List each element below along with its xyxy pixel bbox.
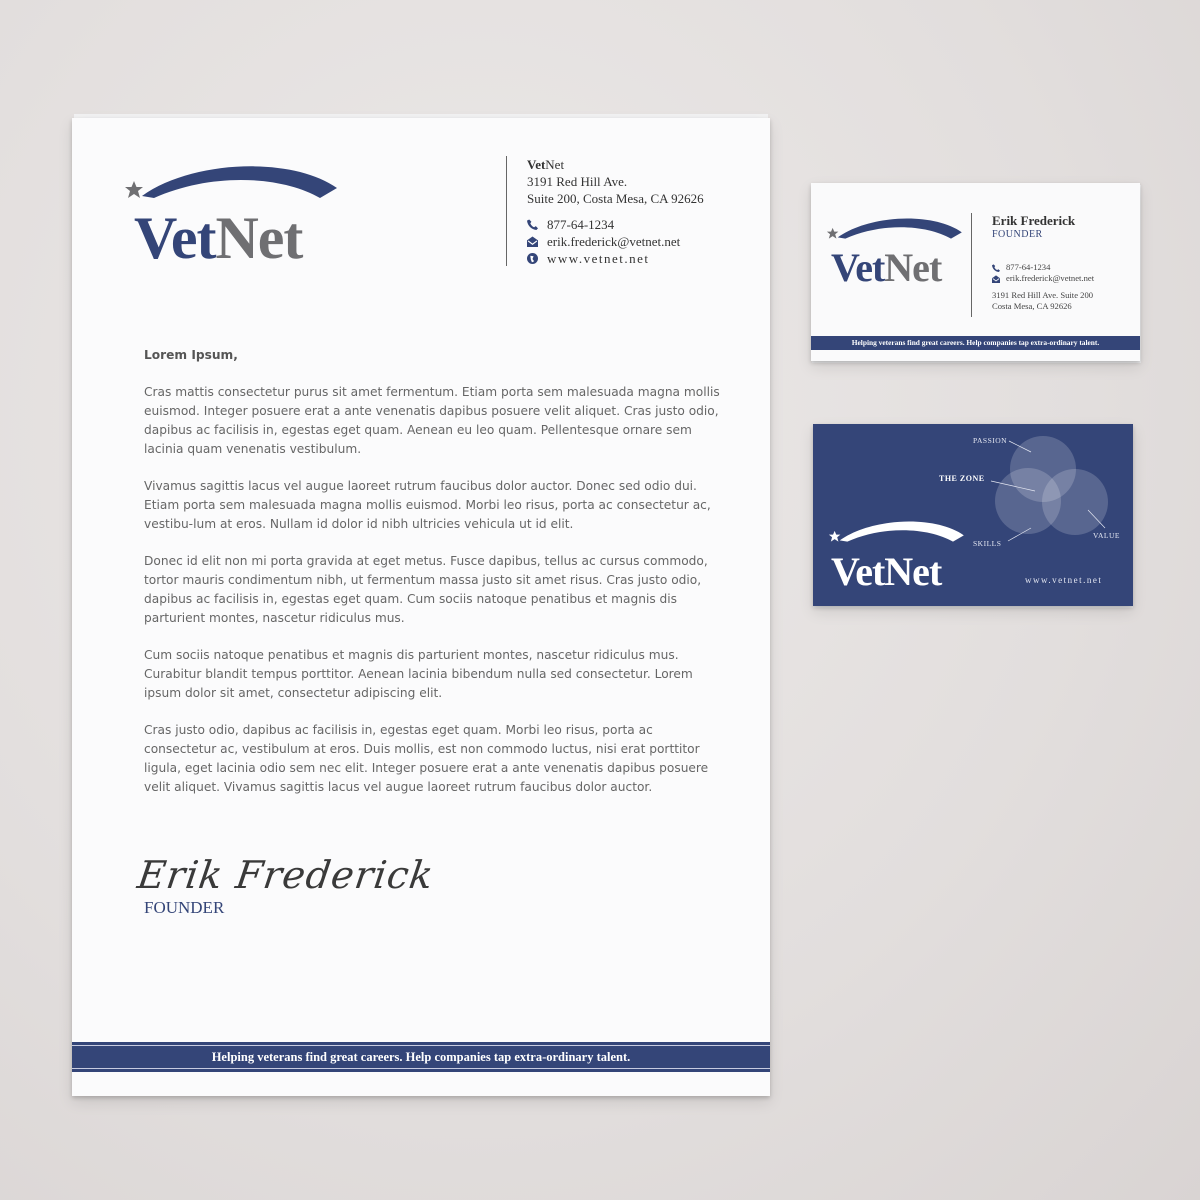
address-line-2: Suite 200, Costa Mesa, CA 92626 (527, 191, 704, 206)
mail-icon (992, 275, 1000, 283)
card-front-info (971, 213, 1094, 317)
letter-paragraph: Cum sociis natoque penatibus et magnis dis parturient montes, nascetur ridiculus mus. Curabitur blandit tempus porttitor. Aenean lacinia bibendum nulla sed consectetur. Lorem ipsum dolor sit amet, consectetur adipiscing elit. (144, 648, 693, 700)
card-name: Erik Frederick (992, 213, 1076, 228)
globe-icon (527, 253, 538, 264)
phone-icon (992, 264, 1000, 272)
venn-label-zone: THE ZONE (939, 474, 985, 483)
letterhead-footer-band (72, 1042, 770, 1072)
star-icon (829, 531, 840, 542)
letter-body (144, 346, 724, 815)
email-address[interactable]: erik.frederick@vetnet.net (547, 234, 681, 249)
logo-wordmark: VetNet (134, 205, 303, 271)
letter-paragraph: Donec id elit non mi porta gravida at eget metus. Fusce dapibus, tellus ac cursus commodo, tortor mauris condimentum nibh, ut fermentum massa justo sit amet risus. Cras justo odio, dapibus ac facilisis in, egestas eget quam. Cum sociis natoque penatibus et magnis dis parturient montes, nascetur ridiculus mus. (144, 554, 708, 625)
card-front-tagline: Helping veterans find great careers. Help companies tap extra-ordinary talent. (851, 338, 1100, 347)
website-row (527, 250, 704, 267)
signature-role: FOUNDER (144, 898, 225, 917)
star-icon (827, 228, 838, 239)
signature: Erik Frederick (134, 853, 437, 897)
star-icon (125, 181, 143, 198)
letterhead-sheet (72, 118, 770, 1096)
card-back-logo (827, 516, 967, 596)
letter-greeting: Lorem Ipsum, (144, 348, 238, 362)
footer-rule-top (72, 1045, 770, 1046)
card-address-1: 3191 Red Hill Ave. Suite 200 (992, 290, 1094, 300)
phone-number: 877-64-1234 (547, 217, 615, 232)
business-card-front (811, 183, 1140, 361)
letterhead-logo (122, 158, 342, 271)
address-line-1: 3191 Red Hill Ave. (527, 174, 628, 189)
card-role: FOUNDER (992, 229, 1043, 240)
business-card-back (813, 424, 1133, 606)
footer-rule-bottom (72, 1068, 770, 1069)
card-front-tagline-band (811, 336, 1140, 350)
venn-label-passion: PASSION (973, 436, 1008, 445)
card-email[interactable]: erik.frederick@vetnet.net (1006, 273, 1095, 283)
card-address-2: Costa Mesa, CA 92626 (992, 301, 1072, 311)
card-email-row (992, 273, 1094, 284)
letter-paragraph: Cras justo odio, dapibus ac facilisis in, egestas eget quam. Morbi leo risus, porta ac consectetur ac, vestibulum at eros. Duis mollis, est non commodo luctus, nisi erat porttitor ligula, eget lacinia odio sem nec elit. Integer posuere erat a ante venenatis dapibus posuere velit aliquet. Vivamus sagittis lacus vel augue laoreet rutrum faucibus dolor auctor. (144, 723, 709, 794)
card-front-logo (825, 213, 965, 293)
phone-icon (527, 219, 538, 230)
venn-circle-value (1042, 469, 1108, 535)
card-back-website[interactable]: www.vetnet.net (1025, 575, 1103, 585)
card-phone: 877-64-1234 (1006, 262, 1051, 272)
venn-label-skills: SKILLS (973, 539, 1002, 548)
email-row (527, 233, 704, 250)
website-link[interactable]: www.vetnet.net (547, 251, 650, 266)
letterhead-contact-block (506, 156, 704, 266)
letter-paragraph: Vivamus sagittis lacus vel augue laoreet rutrum faucibus dolor auctor. Donec sed odio dui. Etiam porta sem malesuada magna mollis euismod. Morbi leo risus, porta ac consectetur ac, vestibu-lum at eros. Nullam id dolor id nibh ultricies vehicula ut id elit. (144, 479, 711, 531)
letter-paragraph: Cras mattis consectetur purus sit amet fermentum. Etiam porta sem malesuada magna mollis euismod. Integer posuere erat a ante venenatis dapibus posuere velit aliquet. Cras justo odio, dapibus ac facilisis in, egestas eget quam. Aenean eu leo quam. Pellentesque ornare sem lacinia quam venenatis vestibulum. (144, 385, 720, 456)
logo-wordmark: VetNet (831, 245, 942, 290)
phone-row (527, 216, 704, 233)
footer-tagline: Helping veterans find great careers. Help companies tap extra-ordinary talent. (211, 1050, 631, 1064)
company-name: VetNet (527, 157, 565, 172)
logo-wordmark: VetNet (831, 549, 942, 594)
venn-label-value: VALUE (1093, 531, 1120, 540)
card-phone-row (992, 262, 1094, 273)
mail-icon (527, 236, 538, 247)
